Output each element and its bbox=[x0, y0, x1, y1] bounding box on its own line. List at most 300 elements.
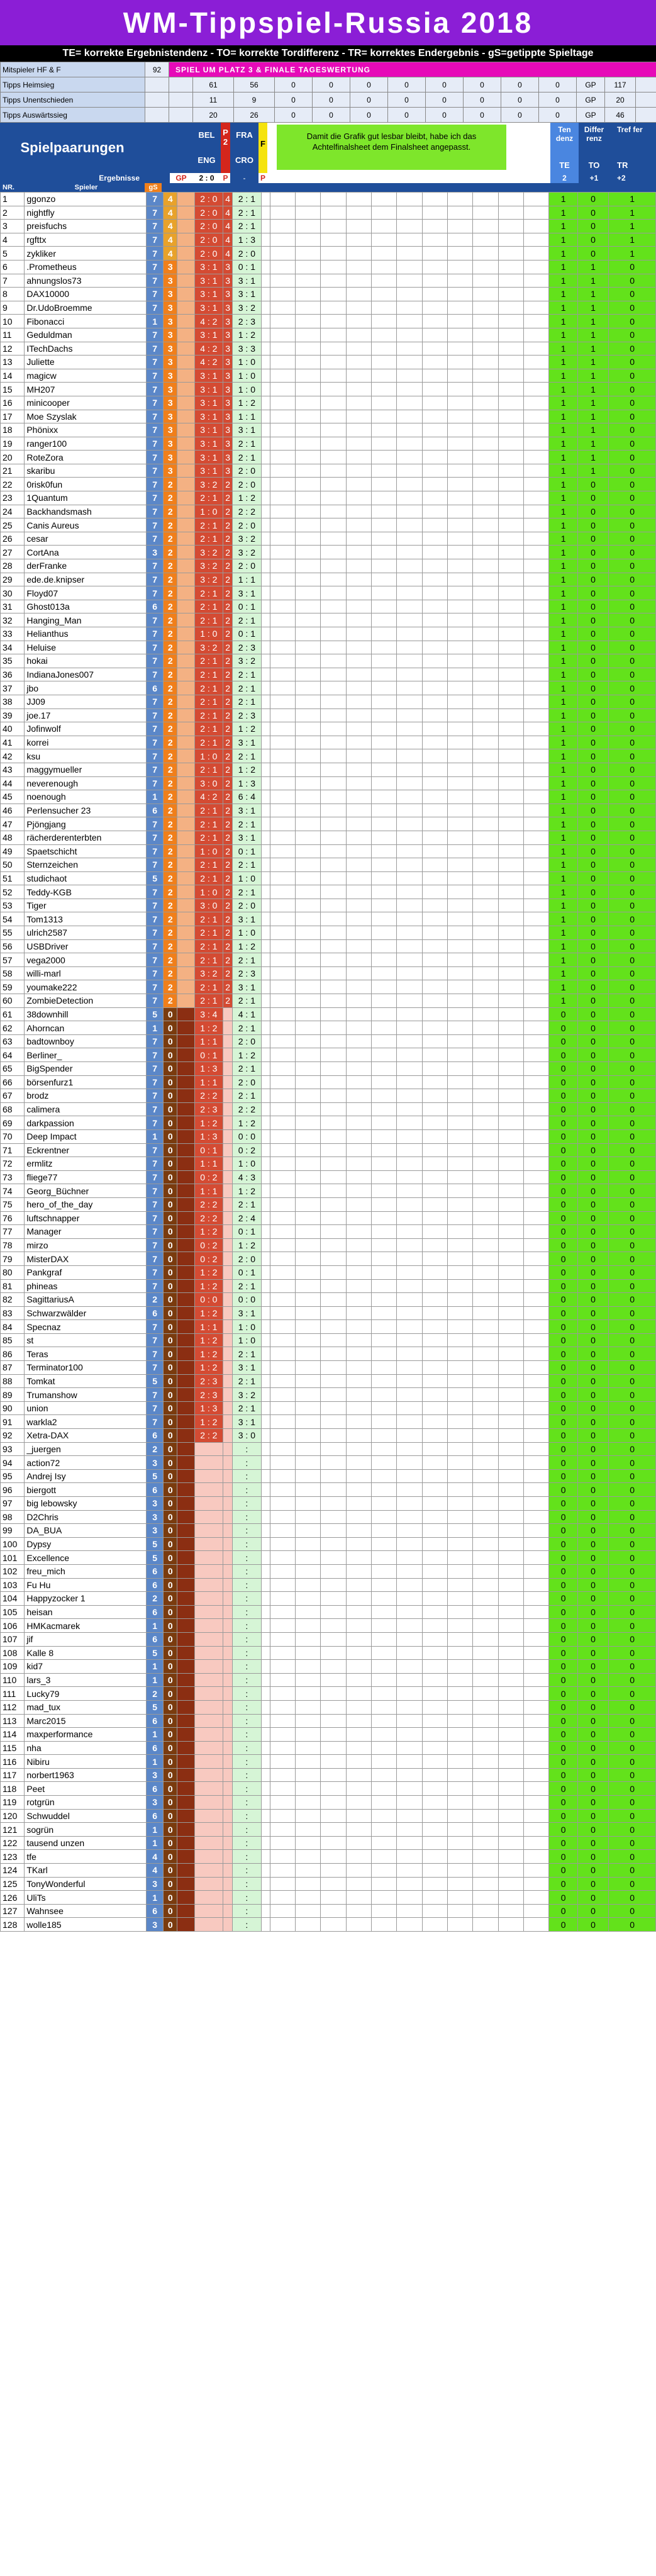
row-empty bbox=[473, 505, 498, 518]
table-row bbox=[1, 1605, 656, 1619]
row-empty bbox=[346, 926, 371, 940]
row-gap bbox=[177, 654, 194, 668]
row-points: 2 bbox=[164, 654, 177, 668]
row-to: 0 bbox=[577, 1293, 608, 1307]
row-to: 0 bbox=[577, 1823, 608, 1837]
row-empty bbox=[422, 1796, 447, 1810]
table-row bbox=[1, 1238, 656, 1252]
row-f bbox=[261, 1782, 270, 1796]
row-te: 1 bbox=[549, 858, 577, 872]
row-f bbox=[261, 546, 270, 559]
row-to: 0 bbox=[577, 1034, 608, 1048]
row-tr: 0 bbox=[609, 464, 656, 478]
row-empty bbox=[473, 912, 498, 926]
row-gs: 7 bbox=[147, 532, 164, 546]
row-p: 2 bbox=[223, 912, 233, 926]
row-empty bbox=[448, 1129, 473, 1143]
page-title: WM-Tippspiel-Russia 2018 bbox=[0, 0, 656, 45]
row-empty bbox=[346, 1238, 371, 1252]
row-empty bbox=[524, 1170, 549, 1184]
row-points: 3 bbox=[164, 396, 177, 410]
row-empty bbox=[397, 193, 422, 206]
row-empty bbox=[422, 464, 447, 478]
row-final-tip: 1 : 2 bbox=[233, 1048, 261, 1062]
player-name: Teddy-KGB bbox=[25, 885, 147, 899]
row-empty bbox=[270, 1823, 295, 1837]
row-empty bbox=[346, 1578, 371, 1592]
row-empty bbox=[321, 844, 346, 858]
row-empty bbox=[321, 1592, 346, 1606]
row-empty bbox=[296, 844, 321, 858]
row-empty bbox=[346, 613, 371, 627]
player-name: Schwuddel bbox=[25, 1809, 147, 1823]
row-empty bbox=[473, 708, 498, 722]
row-empty bbox=[346, 1891, 371, 1905]
row-tip: 1 : 0 bbox=[194, 627, 223, 641]
table-row bbox=[1, 681, 656, 695]
row-p: 2 bbox=[223, 858, 233, 872]
row-empty bbox=[498, 654, 523, 668]
row-empty bbox=[372, 953, 397, 967]
row-final-tip: : bbox=[233, 1782, 261, 1796]
row-tip: 1 : 2 bbox=[194, 1021, 223, 1035]
row-empty bbox=[270, 1741, 295, 1755]
row-empty bbox=[296, 220, 321, 233]
row-empty bbox=[473, 301, 498, 315]
row-empty bbox=[473, 817, 498, 831]
row-empty bbox=[473, 681, 498, 695]
row-tr: 0 bbox=[609, 532, 656, 546]
row-tip: 4 : 2 bbox=[194, 315, 223, 328]
row-nr: 59 bbox=[1, 980, 25, 994]
row-empty bbox=[321, 274, 346, 288]
row-f bbox=[261, 1564, 270, 1578]
row-empty bbox=[473, 1918, 498, 1932]
row-te: 1 bbox=[549, 573, 577, 586]
row-empty bbox=[397, 247, 422, 260]
row-empty bbox=[397, 1823, 422, 1837]
row-empty bbox=[473, 885, 498, 899]
player-name: jif bbox=[25, 1632, 147, 1646]
row-empty bbox=[321, 790, 346, 804]
row-empty bbox=[448, 790, 473, 804]
row-empty bbox=[422, 1714, 447, 1728]
row-empty bbox=[473, 1796, 498, 1810]
row-points: 0 bbox=[164, 1918, 177, 1932]
player-name: jbo bbox=[25, 681, 147, 695]
row-empty bbox=[422, 668, 447, 681]
row-empty bbox=[372, 464, 397, 478]
row-empty bbox=[372, 559, 397, 573]
row-empty bbox=[448, 1265, 473, 1279]
table-row bbox=[1, 668, 656, 681]
row-final-tip: 2 : 0 bbox=[233, 899, 261, 912]
row-points: 2 bbox=[164, 749, 177, 763]
row-gs: 3 bbox=[147, 1796, 164, 1810]
row-p: 3 bbox=[223, 369, 233, 383]
row-to: 0 bbox=[577, 1143, 608, 1157]
table-row bbox=[1, 1891, 656, 1905]
row-nr: 99 bbox=[1, 1524, 25, 1538]
row-empty bbox=[346, 559, 371, 573]
row-gap bbox=[177, 1592, 194, 1606]
row-empty bbox=[524, 1225, 549, 1239]
row-to: 0 bbox=[577, 654, 608, 668]
row-empty bbox=[498, 749, 523, 763]
row-te: 1 bbox=[549, 328, 577, 342]
row-nr: 48 bbox=[1, 831, 25, 844]
row-gs: 6 bbox=[147, 600, 164, 613]
row-gap bbox=[177, 206, 194, 220]
row-empty bbox=[524, 1415, 549, 1429]
team1-p bbox=[221, 123, 230, 173]
row-gap bbox=[177, 776, 194, 790]
row-empty bbox=[321, 1497, 346, 1511]
row-empty bbox=[270, 994, 295, 1008]
row-empty bbox=[346, 220, 371, 233]
row-gs: 7 bbox=[147, 505, 164, 518]
row-nr: 74 bbox=[1, 1184, 25, 1198]
row-empty bbox=[270, 1537, 295, 1551]
row-tip: 3 : 1 bbox=[194, 274, 223, 288]
row-empty bbox=[448, 1714, 473, 1728]
row-empty bbox=[346, 233, 371, 247]
row-empty bbox=[448, 831, 473, 844]
row-empty bbox=[397, 586, 422, 600]
row-empty bbox=[270, 776, 295, 790]
stats-label: Tipps Unentschieden bbox=[1, 92, 145, 108]
row-nr: 29 bbox=[1, 573, 25, 586]
row-empty bbox=[321, 1809, 346, 1823]
player-name: 1Quantum bbox=[25, 491, 147, 505]
row-te: 0 bbox=[549, 1089, 577, 1103]
row-p: 2 bbox=[223, 573, 233, 586]
row-f bbox=[261, 790, 270, 804]
row-to: 0 bbox=[577, 939, 608, 953]
row-tip: 4 : 2 bbox=[194, 790, 223, 804]
row-empty bbox=[524, 668, 549, 681]
row-tr: 0 bbox=[609, 1238, 656, 1252]
row-empty bbox=[448, 559, 473, 573]
row-empty bbox=[422, 1524, 447, 1538]
row-empty bbox=[270, 247, 295, 260]
row-empty bbox=[473, 858, 498, 872]
row-nr: 92 bbox=[1, 1429, 25, 1443]
row-gap bbox=[177, 1089, 194, 1103]
row-nr: 121 bbox=[1, 1823, 25, 1837]
row-empty bbox=[270, 1592, 295, 1606]
row-f bbox=[261, 776, 270, 790]
row-nr: 78 bbox=[1, 1238, 25, 1252]
row-gap bbox=[177, 831, 194, 844]
row-nr: 54 bbox=[1, 912, 25, 926]
row-nr: 52 bbox=[1, 885, 25, 899]
row-tip bbox=[194, 1700, 223, 1714]
row-empty bbox=[270, 1075, 295, 1089]
row-te: 1 bbox=[549, 478, 577, 491]
row-f bbox=[261, 573, 270, 586]
table-row bbox=[1, 899, 656, 912]
row-points: 0 bbox=[164, 1578, 177, 1592]
row-tr: 0 bbox=[609, 994, 656, 1008]
row-te: 1 bbox=[549, 804, 577, 817]
row-empty bbox=[372, 1007, 397, 1021]
row-gs: 6 bbox=[147, 1429, 164, 1443]
row-empty bbox=[473, 953, 498, 967]
row-te: 1 bbox=[549, 912, 577, 926]
row-p: 2 bbox=[223, 478, 233, 491]
player-name: Berliner_ bbox=[25, 1048, 147, 1062]
player-name: ZombieDetection bbox=[25, 994, 147, 1008]
row-empty bbox=[321, 1170, 346, 1184]
row-empty bbox=[498, 1456, 523, 1470]
row-empty bbox=[422, 586, 447, 600]
row-p: 2 bbox=[223, 939, 233, 953]
tr-header-top: Tref fer bbox=[617, 125, 643, 134]
row-tip: 3 : 1 bbox=[194, 260, 223, 274]
row-gs: 7 bbox=[147, 939, 164, 953]
row-nr: 65 bbox=[1, 1062, 25, 1076]
row-p: 2 bbox=[223, 953, 233, 967]
row-empty bbox=[321, 1116, 346, 1130]
row-empty bbox=[372, 1755, 397, 1769]
row-gap bbox=[177, 1184, 194, 1198]
row-empty bbox=[397, 1850, 422, 1864]
row-empty bbox=[296, 1415, 321, 1429]
row-tip bbox=[194, 1497, 223, 1511]
row-empty bbox=[448, 871, 473, 885]
row-tr: 0 bbox=[609, 478, 656, 491]
row-empty bbox=[422, 260, 447, 274]
row-nr: 73 bbox=[1, 1170, 25, 1184]
row-tip: 2 : 1 bbox=[194, 600, 223, 613]
row-empty bbox=[524, 1497, 549, 1511]
table-row bbox=[1, 722, 656, 736]
row-p bbox=[223, 1864, 233, 1878]
table-row bbox=[1, 301, 656, 315]
row-f bbox=[261, 1796, 270, 1810]
row-empty bbox=[448, 749, 473, 763]
player-name: Nibiru bbox=[25, 1755, 147, 1769]
row-empty bbox=[372, 1034, 397, 1048]
row-f bbox=[261, 1714, 270, 1728]
row-empty bbox=[270, 1456, 295, 1470]
row-points: 2 bbox=[164, 858, 177, 872]
row-empty bbox=[372, 1605, 397, 1619]
table-row bbox=[1, 1660, 656, 1674]
row-empty bbox=[270, 722, 295, 736]
row-f bbox=[261, 912, 270, 926]
table-row bbox=[1, 220, 656, 233]
row-empty bbox=[270, 858, 295, 872]
row-points: 0 bbox=[164, 1741, 177, 1755]
row-to: 0 bbox=[577, 1129, 608, 1143]
row-empty bbox=[397, 871, 422, 885]
row-final-tip: : bbox=[233, 1605, 261, 1619]
row-nr: 25 bbox=[1, 518, 25, 532]
row-empty bbox=[524, 1129, 549, 1143]
row-empty bbox=[397, 1537, 422, 1551]
row-te: 0 bbox=[549, 1211, 577, 1225]
row-empty bbox=[448, 736, 473, 749]
row-empty bbox=[296, 260, 321, 274]
row-empty bbox=[524, 410, 549, 423]
row-gs: 3 bbox=[147, 1456, 164, 1470]
row-empty bbox=[498, 193, 523, 206]
row-empty bbox=[498, 1714, 523, 1728]
row-empty bbox=[372, 1170, 397, 1184]
row-empty bbox=[321, 899, 346, 912]
row-gap bbox=[177, 708, 194, 722]
row-gs: 3 bbox=[147, 1918, 164, 1932]
row-empty bbox=[448, 1361, 473, 1375]
row-to: 0 bbox=[577, 804, 608, 817]
row-empty bbox=[296, 1320, 321, 1334]
row-to: 0 bbox=[577, 831, 608, 844]
row-gs: 7 bbox=[147, 654, 164, 668]
row-nr: 33 bbox=[1, 627, 25, 641]
row-empty bbox=[422, 1510, 447, 1524]
row-empty bbox=[422, 1320, 447, 1334]
row-gap bbox=[177, 1456, 194, 1470]
row-empty bbox=[346, 966, 371, 980]
player-name: Kalle 8 bbox=[25, 1646, 147, 1660]
row-empty bbox=[448, 328, 473, 342]
player-name: Tom1313 bbox=[25, 912, 147, 926]
row-f bbox=[261, 1279, 270, 1293]
row-empty bbox=[448, 1918, 473, 1932]
row-p bbox=[223, 1374, 233, 1388]
row-empty bbox=[321, 1184, 346, 1198]
row-empty bbox=[372, 437, 397, 451]
row-gap bbox=[177, 423, 194, 437]
row-nr: 6 bbox=[1, 260, 25, 274]
player-name: rotgrün bbox=[25, 1796, 147, 1810]
row-nr: 47 bbox=[1, 817, 25, 831]
row-f bbox=[261, 1809, 270, 1823]
row-to: 0 bbox=[577, 518, 608, 532]
row-te: 0 bbox=[549, 1850, 577, 1864]
row-tr: 0 bbox=[609, 1782, 656, 1796]
te-points: 2 bbox=[550, 173, 579, 183]
row-nr: 101 bbox=[1, 1551, 25, 1565]
row-final-tip: 2 : 2 bbox=[233, 505, 261, 518]
row-empty bbox=[321, 1782, 346, 1796]
row-empty bbox=[397, 1741, 422, 1755]
row-empty bbox=[448, 1429, 473, 1443]
row-empty bbox=[473, 1891, 498, 1905]
row-te: 0 bbox=[549, 1687, 577, 1701]
row-gap bbox=[177, 994, 194, 1008]
row-empty bbox=[346, 736, 371, 749]
player-name: cesar bbox=[25, 532, 147, 546]
row-empty bbox=[372, 858, 397, 872]
row-empty bbox=[498, 1891, 523, 1905]
row-empty bbox=[321, 1007, 346, 1021]
row-empty bbox=[346, 1211, 371, 1225]
table-row bbox=[1, 437, 656, 451]
row-gs: 7 bbox=[147, 858, 164, 872]
row-empty bbox=[498, 1197, 523, 1211]
row-empty bbox=[498, 1564, 523, 1578]
row-points: 2 bbox=[164, 776, 177, 790]
row-empty bbox=[397, 708, 422, 722]
player-name: SagittariusA bbox=[25, 1293, 147, 1307]
player-name: kid7 bbox=[25, 1660, 147, 1674]
row-empty bbox=[346, 206, 371, 220]
row-nr: 36 bbox=[1, 668, 25, 681]
row-gap bbox=[177, 491, 194, 505]
row-tip: 1 : 1 bbox=[194, 1320, 223, 1334]
row-empty bbox=[296, 1265, 321, 1279]
row-empty bbox=[270, 926, 295, 940]
row-empty bbox=[346, 1429, 371, 1443]
row-gs: 7 bbox=[147, 844, 164, 858]
table-row bbox=[1, 1265, 656, 1279]
row-empty bbox=[346, 1497, 371, 1511]
row-empty bbox=[321, 1197, 346, 1211]
row-empty bbox=[422, 871, 447, 885]
row-empty bbox=[321, 1918, 346, 1932]
row-nr: 122 bbox=[1, 1836, 25, 1850]
row-final-tip: : bbox=[233, 1660, 261, 1674]
row-p bbox=[223, 1564, 233, 1578]
row-empty bbox=[524, 518, 549, 532]
row-empty bbox=[296, 1564, 321, 1578]
row-empty bbox=[397, 315, 422, 328]
row-empty bbox=[346, 885, 371, 899]
row-empty bbox=[270, 641, 295, 654]
row-points: 2 bbox=[164, 912, 177, 926]
row-empty bbox=[321, 1687, 346, 1701]
row-final-tip: : bbox=[233, 1442, 261, 1456]
row-to: 1 bbox=[577, 288, 608, 301]
row-gap bbox=[177, 1524, 194, 1538]
row-empty bbox=[422, 1211, 447, 1225]
row-f bbox=[261, 613, 270, 627]
row-empty bbox=[498, 1143, 523, 1157]
row-f bbox=[261, 1429, 270, 1443]
result-p: P bbox=[221, 173, 230, 183]
row-tr: 0 bbox=[609, 328, 656, 342]
row-empty bbox=[498, 478, 523, 491]
row-gs: 7 bbox=[147, 1211, 164, 1225]
row-te: 0 bbox=[549, 1293, 577, 1307]
row-final-tip: 1 : 2 bbox=[233, 1238, 261, 1252]
row-gs: 7 bbox=[147, 1170, 164, 1184]
row-p bbox=[223, 1877, 233, 1891]
row-nr: 75 bbox=[1, 1197, 25, 1211]
row-points: 3 bbox=[164, 464, 177, 478]
row-te: 1 bbox=[549, 953, 577, 967]
row-empty bbox=[422, 1075, 447, 1089]
row-empty bbox=[346, 1401, 371, 1415]
row-tr: 0 bbox=[609, 1102, 656, 1116]
row-empty bbox=[498, 953, 523, 967]
row-empty bbox=[448, 1796, 473, 1810]
row-final-tip: 2 : 1 bbox=[233, 613, 261, 627]
row-empty bbox=[473, 926, 498, 940]
row-empty bbox=[346, 491, 371, 505]
row-gs: 1 bbox=[147, 1823, 164, 1837]
row-empty bbox=[372, 627, 397, 641]
row-to: 0 bbox=[577, 532, 608, 546]
row-empty bbox=[473, 871, 498, 885]
row-p: 2 bbox=[223, 966, 233, 980]
row-p bbox=[223, 1456, 233, 1470]
row-empty bbox=[448, 491, 473, 505]
row-empty bbox=[397, 1401, 422, 1415]
